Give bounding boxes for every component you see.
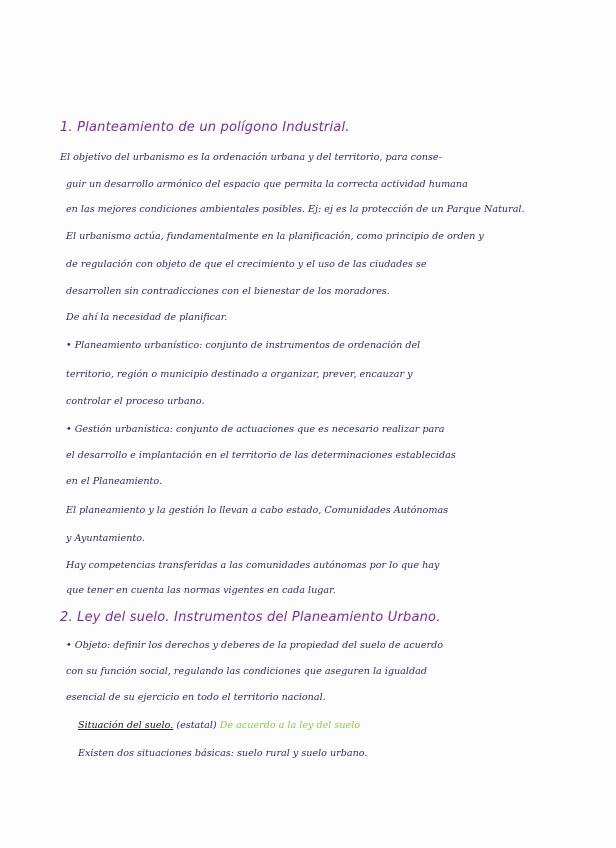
text-line: de regulación con objeto de que el crecimiento y el uso de las ciudades se xyxy=(66,259,427,270)
text-line: esencial de su ejercicio en todo el territorio nacional. xyxy=(66,692,326,703)
situacion-label: Situación del suelo. xyxy=(78,720,174,731)
text-line: • Gestión urbanística: conjunto de actuaciones que es necesario realizar para xyxy=(66,424,445,435)
text-line: desarrollen sin contradicciones con el bienestar de los moradores. xyxy=(66,286,390,297)
text-line: en el Planeamiento. xyxy=(66,476,163,487)
text-line: el desarrollo e implantación en el territorio de las determinaciones establecidas xyxy=(66,450,456,461)
section-2-heading: 2. Ley del suelo. Instrumentos del Planeamiento Urbano. xyxy=(60,610,441,625)
text-line: El urbanismo actúa, fundamentalmente en la planificación, como principio de orden y xyxy=(66,231,484,242)
text-line: controlar el proceso urbano. xyxy=(66,396,205,407)
text-line: que tener en cuenta las normas vigentes en cada lugar. xyxy=(66,585,336,596)
text-line: guir un desarrollo armónico del espacio que permita la correcta actividad humana xyxy=(66,179,468,190)
situacion-note: De acuerdo a la ley del suelo xyxy=(219,720,361,731)
text-line: en las mejores condiciones ambientales posibles. Ej: ej es la protección de un Parque Natural. xyxy=(66,204,525,215)
text-line: • Planeamiento urbanístico: conjunto de instrumentos de ordenación del xyxy=(66,340,421,351)
situacion-box: (estatal) xyxy=(176,720,217,731)
text-line: Hay competencias transferidas a las comunidades autónomas por lo que hay xyxy=(66,560,440,571)
text-line: • Objeto: definir los derechos y deberes de la propiedad del suelo de acuerdo xyxy=(66,640,444,651)
text-line: territorio, región o municipio destinado a organizar, prever, encauzar y xyxy=(66,369,413,380)
text-line: Existen dos situaciones básicas: suelo rural y suelo urbano. xyxy=(78,748,368,759)
text-line: y Ayuntamiento. xyxy=(66,533,145,544)
text-line: con su función social, regulando las condiciones que aseguren la igualdad xyxy=(66,666,427,677)
section-1-heading: 1. Planteamiento de un polígono Industrial. xyxy=(60,120,350,135)
text-line: De ahí la necesidad de planificar. xyxy=(66,312,228,323)
situacion-line xyxy=(78,720,360,731)
text-line: El planeamiento y la gestión lo llevan a cabo estado, Comunidades Autónomas xyxy=(66,505,449,516)
text-line: El objetivo del urbanismo es la ordenación urbana y del territorio, para conse- xyxy=(60,152,442,163)
